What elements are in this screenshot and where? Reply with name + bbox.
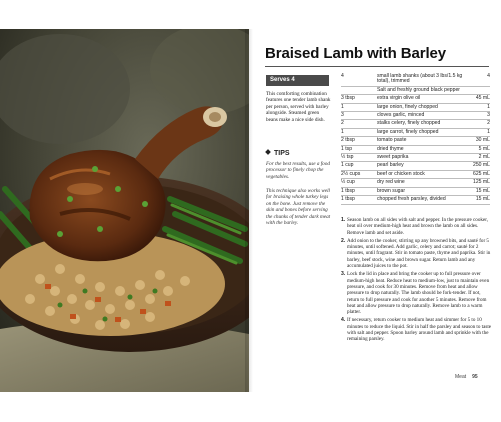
ingredient-qty: 1: [341, 103, 377, 111]
method-step: [341, 271, 491, 315]
title-divider: [265, 66, 489, 67]
ingredient-metric: 15 mL: [464, 187, 490, 195]
ingredient-qty: 1 tsp: [341, 145, 377, 153]
page-number: 95: [472, 374, 478, 380]
ingredient-metric: 625 mL: [464, 170, 490, 178]
recipe-photo: [0, 29, 249, 392]
page-footer: [455, 374, 478, 380]
ingredient-row: [341, 137, 490, 145]
ingredient-metric: 2: [464, 120, 490, 128]
ingredient-qty: 1 cup: [341, 162, 377, 170]
ingredient-metric: 30 mL: [464, 137, 490, 145]
tip-text: This technique also works well for braising whole turkey legs on the bone. Just remove the skin and bones before serving the chunks of tender dark meat with the barley.: [266, 188, 331, 227]
ingredient-qty: 2 tbsp: [341, 137, 377, 145]
ingredient-qty: ½ tsp: [341, 154, 377, 162]
ingredient-qty: ½ cup: [341, 179, 377, 187]
ingredient-row: [341, 86, 490, 94]
ingredient-qty: 2: [341, 120, 377, 128]
diamond-bullet-icon: [265, 149, 271, 155]
step-number: 3.: [341, 271, 346, 278]
ingredient-row: [341, 162, 490, 170]
method-steps: [341, 217, 491, 345]
ingredient-row: [341, 120, 490, 128]
ingredient-metric: 1: [464, 103, 490, 111]
ingredient-row: [341, 154, 490, 162]
ingredient-qty: 3 tbsp: [341, 95, 377, 103]
ingredient-metric: 125 mL: [464, 179, 490, 187]
ingredient-item: brown sugar: [377, 187, 464, 195]
ingredient-item: large carrot, finely chopped: [377, 128, 464, 136]
ingredient-row: [341, 145, 490, 153]
step-number: 2.: [341, 237, 346, 244]
ingredient-metric: [464, 86, 490, 94]
ingredient-row: [341, 196, 490, 204]
ingredient-metric: 45 mL: [464, 95, 490, 103]
ingredient-item: beef or chicken stock: [377, 170, 464, 178]
serves-badge: Serves 4: [266, 75, 329, 86]
book-gutter-shadow: [245, 29, 253, 392]
method-step: [341, 317, 491, 342]
tip-text: For the best results, use a food processor to finely chop the vegetables.: [266, 161, 330, 180]
braised-lamb-photo-illustration: [0, 29, 249, 392]
ingredient-row: [341, 103, 490, 111]
step-text: If necessary, return cooker to medium heat and simmer for 5 to 10 minutes to reduce the liquid. Stir in half the parsley and season to taste with salt and pepper. Spoon barley around lamb and sprinkle with the remaining parsley.: [347, 317, 492, 343]
step-text: Season lamb on all sides with salt and pepper. In the pressure cooker, heat oil over medium-high heat and brown the lamb on all sides. Remove lamb and set aside.: [347, 217, 488, 236]
ingredient-row: [341, 187, 490, 195]
ingredient-metric: 3: [464, 112, 490, 120]
ingredient-item: extra virgin olive oil: [377, 95, 464, 103]
ingredient-row: [341, 179, 490, 187]
tips-heading: [266, 150, 290, 157]
tips-heading-label: TIPS: [274, 150, 290, 157]
ingredient-metric: 2 mL: [464, 154, 490, 162]
ingredient-row: [341, 73, 490, 86]
recipe-title: Braised Lamb with Barley: [265, 45, 446, 62]
ingredient-qty: 4: [341, 73, 377, 86]
ingredient-item: cloves garlic, minced: [377, 112, 464, 120]
ingredient-item: Salt and freshly ground black pepper: [377, 86, 464, 94]
ingredients-table: [341, 73, 490, 205]
ingredient-item: chopped fresh parsley, divided: [377, 196, 464, 204]
ingredient-qty: [341, 86, 377, 94]
ingredient-row: [341, 170, 490, 178]
ingredient-item: tomato paste: [377, 137, 464, 145]
ingredient-item: sweet paprika: [377, 154, 464, 162]
step-number: 1.: [341, 217, 346, 223]
ingredient-qty: 3: [341, 112, 377, 120]
ingredient-metric: 4: [464, 73, 490, 86]
ingredient-qty: 1 tbsp: [341, 196, 377, 204]
step-text: Lock the lid in place and bring the cooker up to full pressure over medium-high heat. Reduce heat to medium-low, just to maintain even pressure, and cook for 30 minutes. Remove from heat and allow pressure to drop naturally. The lamb should be fork-tender. If not, return to full pressure and cook for another 5 minutes. Remove from heat and allow pressure to drop naturally. Remove lamb to a warm platter.: [347, 271, 490, 316]
ingredient-item: dried thyme: [377, 145, 464, 153]
ingredient-metric: 15 mL: [464, 196, 490, 204]
ingredient-row: [341, 95, 490, 103]
step-text: Add onion to the cooker, stirring up any browned bits, and sauté for 5 minutes, until softened. Add garlic, celery and carrot; sauté for 2 minutes, until fragrant. Stir in tomato paste, thyme and paprika. Stir in barley, beef stock, wine and brown sugar. Return lamb and any accumulated juices to the pot.: [347, 237, 491, 270]
ingredient-item: dry red wine: [377, 179, 464, 187]
ingredient-qty: 1: [341, 128, 377, 136]
ingredient-item: stalks celery, finely chopped: [377, 120, 464, 128]
ingredient-item: pearl barley: [377, 162, 464, 170]
method-step: [341, 238, 491, 269]
method-step: [341, 217, 491, 236]
step-number: 4.: [341, 317, 346, 324]
ingredient-qty: 2½ cups: [341, 170, 377, 178]
ingredient-item: small lamb shanks (about 3 lbs/1.5 kg total), trimmed: [377, 73, 463, 85]
ingredient-metric: 5 mL: [464, 145, 490, 153]
ingredient-metric: 1: [464, 128, 490, 136]
section-name: Meat: [455, 374, 467, 380]
ingredient-item: large onion, finely chopped: [377, 103, 464, 111]
ingredient-row: [341, 128, 490, 136]
ingredient-qty: 1 tbsp: [341, 187, 377, 195]
ingredient-metric: 250 mL: [464, 162, 490, 170]
ingredient-row: [341, 112, 490, 120]
recipe-intro: This comforting combination features one tender lamb shank per person, served with barley alongside. Steamed green beans make a nice side dish.: [266, 91, 331, 123]
